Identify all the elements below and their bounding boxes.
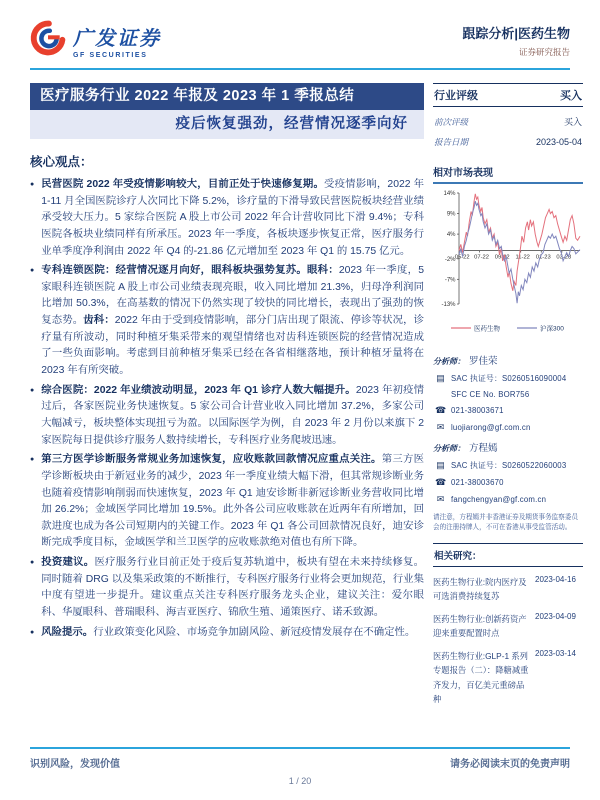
sidebar (433, 83, 583, 707)
core-point-text: 民营医院 2022 年受疫情影响较大，目前正处于快速修复期。受疫情影响，2022 年 1-11 月全国医院诊疗人次同比下降 5.2%，诊疗量的下滑导致民营医院板块经营业绩承受较大压力。5 家综合医院 A 股上市公司 2022 年合计营收同比下滑 9.4%；专科医院各板块业绩同样有所承压。2023 年一季度，各板块逐步恢复正常，医疗服务行业单季度净利润由 2022 年 Q4 的-21.86 亿元增加至 2023 年 Q1 的 15.75 亿元。 (41, 179, 424, 257)
svg-text:01-23: 01-23 (535, 254, 551, 261)
analyst-detail-row (433, 390, 583, 399)
relative-performance-chart (433, 188, 583, 345)
id-card-icon: ▤ (436, 373, 445, 383)
analyst-label: 分析师： (433, 444, 465, 453)
research-title: 医药生物行业:院内医疗及可选消费持续复苏 (433, 576, 527, 602)
core-point-text: 综合医院：2022 年业绩波动明显，2023 年 Q1 诊疗人数大幅提升。2023 年初疫情过后，各家医院业务快速恢复。5 家公司合计营业收入同比增加 37.2%，多家公司大幅减亏，板块整体实现扭亏为盈。以国际医学为例，自 2023 年 2 月份以来旗下 2 家医院每日提供诊疗服务人数持续增长，专科医疗业务爬坡迅速。 (41, 384, 424, 446)
prev-rating-label: 前次评级 (434, 116, 469, 127)
brand-text (73, 22, 161, 59)
svg-text:4%: 4% (446, 232, 456, 239)
core-point (30, 177, 424, 260)
page-number: 1 / 20 (288, 776, 312, 786)
bullet-icon: ● (30, 267, 35, 275)
analyst-name: 方程嫣 (469, 443, 498, 454)
phone-icon: ☎ (435, 405, 447, 415)
analyst-detail-text: SAC 执证号：S0260516090004 (451, 374, 567, 383)
related-research-heading: 相关研究： (433, 543, 583, 567)
analyst-note: 请注意，方程嫣并非香港证券及期货事务监察委员会的注册持牌人，不可在香港从事受监管活动。 (433, 514, 579, 531)
report-date-value: 2023-05-04 (535, 137, 582, 147)
footer-slogan: 识别风险，发现价值 (30, 759, 120, 770)
content (0, 70, 600, 707)
svg-text:-2%: -2% (444, 256, 456, 263)
analyst-detail-row (433, 405, 583, 416)
svg-text:03-23: 03-23 (556, 254, 572, 261)
analyst-detail-text: fangchengyan@gf.com.cn (451, 495, 547, 504)
svg-text:05-22: 05-22 (454, 254, 470, 261)
svg-text:14%: 14% (443, 191, 456, 197)
phone-icon: ☎ (435, 477, 447, 487)
analyst-detail-text: 021-38003671 (451, 406, 504, 415)
bullet-icon: ● (30, 628, 35, 636)
doc-type: 证券研究报告 (518, 47, 570, 57)
report-title: 医疗服务行业 2022 年报及 2023 年 1 季报总结 (30, 83, 424, 110)
header-right (462, 23, 570, 58)
analyst-name-row (433, 353, 583, 367)
analyst-label: 分析师： (433, 357, 465, 366)
related-research-item (433, 575, 583, 604)
analysts-block (433, 353, 583, 505)
core-point (30, 625, 424, 642)
chart-title: 相对市场表现 (433, 164, 583, 184)
analyst-detail-text: luojiarong@gf.com.cn (451, 423, 531, 432)
analyst-detail-row (433, 494, 583, 505)
svg-text:医药生物: 医药生物 (474, 325, 500, 333)
svg-text:沪深300: 沪深300 (540, 325, 564, 333)
research-title: 医药生物行业:GLP-1 系列专题报告（二）：降糖减重齐发力，百亿美元重磅品种 (433, 650, 529, 705)
page-header (0, 0, 600, 61)
gf-logo-icon (30, 20, 66, 61)
analyst-detail-row (433, 422, 583, 433)
research-date: 2023-04-09 (535, 611, 576, 621)
research-date: 2023-04-16 (535, 574, 576, 584)
bullet-icon: ● (30, 181, 35, 188)
relative-performance-block (433, 164, 583, 345)
brand-name-cn: 广发证券 (73, 28, 161, 50)
core-point (30, 383, 424, 450)
industry-rating-row (433, 83, 583, 107)
research-date: 2023-03-14 (535, 648, 576, 658)
mail-icon: ✉ (436, 422, 445, 432)
gf-securities-logo (30, 20, 161, 61)
svg-text:09-22: 09-22 (494, 254, 510, 261)
report-type: 跟踪分析|医药生物 (462, 26, 570, 41)
core-point-text: 投资建议。医疗服务行业目前正处于疫后复苏轨道中，板块有望在未来持续修复。同时随着 DRG 以及集采政策的不断推行，专科医疗服务行业将会更加规范，行业集中度有望进一步提升。建议重点关注专科医疗服务龙头企业，建议关注：爱尔眼科、华厦眼科、普瑞眼科、海吉亚医疗、锦欣生殖、通策医疗、诺禾致源。 (41, 557, 425, 619)
core-points-list (30, 177, 424, 641)
footer-rule (30, 747, 570, 749)
report-date-label: 报告日期 (434, 137, 469, 147)
svg-text:11-22: 11-22 (515, 254, 530, 261)
analyst-detail-text: SAC 执证号：S0260522060003 (451, 461, 567, 470)
rating-label: 行业评级 (434, 90, 478, 102)
prev-rating-row (433, 115, 583, 128)
analyst-detail-row (433, 460, 583, 471)
page-footer (30, 747, 570, 786)
main-column (30, 83, 424, 644)
analyst-detail-text: SFC CE No. BOR756 (451, 390, 530, 399)
core-point-text: 专科连锁医院：经营情况逐月向好，眼科板块强势复苏。眼科：2023 年一季度，5 家眼科连锁医院 A 股上市公司业绩表现亮眼，收入同比增加 21.3%，归母净利润同比增加 50.3%，在高基数的情况下仍然实现了较快的同比增长，表现出了强劲的恢复态势。齿科：2022 年由于受到疫情影响，部分门店出现了限流、停诊等状况，诊疗量有所波动，同时种植牙集采带来的观望情绪也对齿科连锁医院的经营情况造成了一些负面影响。考虑到目前种植牙集采已经在各省相继落地，预计种植牙量将在 2023 年有所突破。 (41, 265, 425, 377)
analyst-detail-text: 021-38003670 (451, 478, 504, 487)
brand-name-en: GF SECURITIES (73, 52, 148, 59)
bullet-icon: ● (30, 456, 35, 464)
footer-disclaimer: 请务必阅读末页的免责声明 (450, 759, 570, 770)
core-point-text: 风险提示。行业政策变化风险、市场竞争加剧风险、新冠疫情发展存在不确定性。 (41, 626, 416, 638)
research-title: 医药生物行业:创新药资产迎来重要配置时点 (433, 613, 527, 639)
id-card-icon: ▤ (436, 460, 445, 470)
mail-icon: ✉ (436, 494, 445, 504)
core-point-text: 第三方医学诊断服务常规业务加速恢复，应收账款回款情况应重点关注。第三方医学诊断板块由于新冠业务的减少，2023 年一季度业绩大幅下滑，但其常规诊断业务也随着疫情影响削弱而快速恢复，2023 年 Q1 迪安诊断非新冠诊断业务营收同比增加 26.2%；金域医学同比增加 19.5%。此外各公司应收账款在近两年有所增加，回款进度也成为各公司短期内的关键工作。2023 年 Q1 各公司回款情况良好，迪安诊断完成季度目标，金域医学和兰卫医学的应收账款绝对值也有所下降。 (41, 454, 425, 549)
svg-text:-13%: -13% (441, 302, 456, 308)
analyst-detail-row (433, 477, 583, 488)
analyst-name: 罗佳荣 (469, 356, 498, 367)
related-research-item (433, 612, 583, 641)
bullet-icon: ● (30, 559, 35, 567)
core-point (30, 555, 424, 622)
core-point (30, 263, 424, 379)
related-research-list (433, 575, 583, 707)
svg-text:-7%: -7% (444, 277, 456, 284)
core-points-heading: 核心观点： (30, 155, 93, 169)
related-research-item (433, 649, 583, 707)
report-subtitle: 疫后恢复强劲，经营情况逐季向好 (30, 110, 424, 139)
core-point (30, 452, 424, 552)
related-research-block (433, 543, 583, 707)
svg-text:07-22: 07-22 (474, 254, 489, 261)
svg-text:9%: 9% (446, 211, 456, 218)
prev-rating-value: 买入 (563, 117, 582, 127)
rating-value: 买入 (560, 90, 582, 102)
bullet-icon: ● (30, 386, 35, 394)
analyst-name-row (433, 440, 583, 454)
report-date-row (433, 136, 583, 148)
analyst-detail-row (433, 373, 583, 384)
